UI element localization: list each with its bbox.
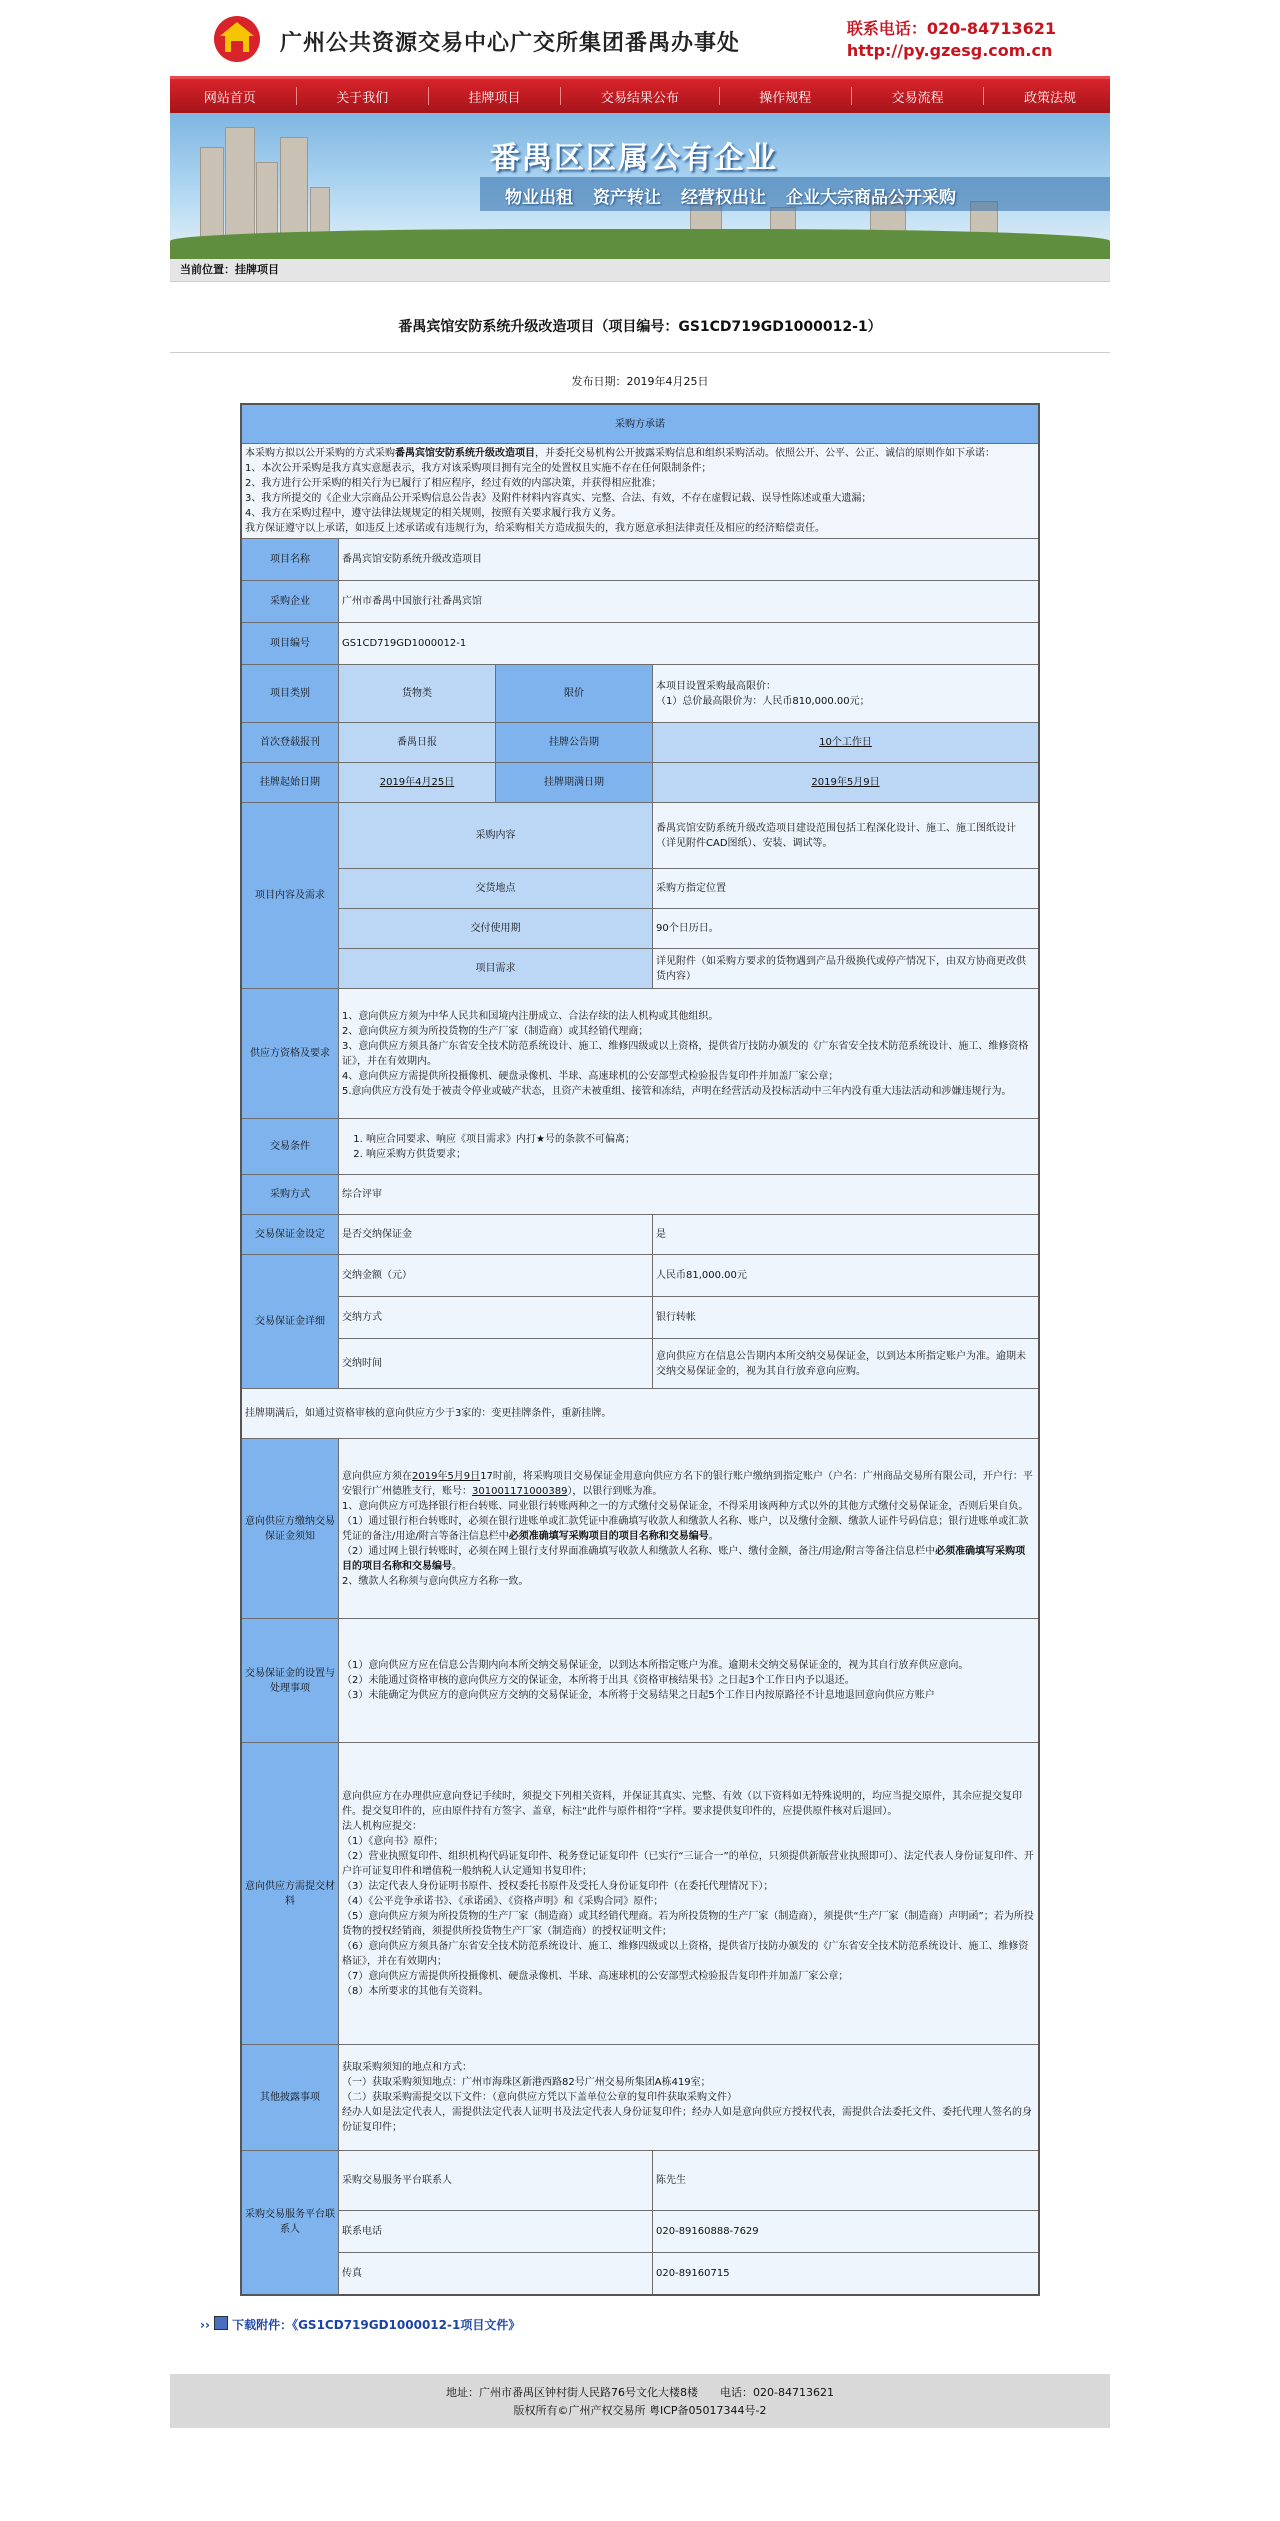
other-disclosure bbox=[339, 2045, 1040, 2151]
divider bbox=[170, 352, 1110, 353]
materials-line: （3）法定代表人身份证明书原件、授权委托书原件及受托人身份证复印件（在委托代理情况下）； bbox=[342, 1880, 774, 1892]
attachment-link[interactable] bbox=[200, 2316, 1110, 2334]
label-project-no: 项目编号 bbox=[241, 623, 339, 665]
deposit-notice-p1 bbox=[342, 1469, 1035, 1499]
deposit-notice-p5: 2、缴款人名称须与意向供应方名称一致。 bbox=[342, 1575, 529, 1587]
first-pub: 番禺日报 bbox=[339, 723, 496, 763]
text: 。 bbox=[452, 1560, 462, 1572]
content-value: 番禺宾馆安防系统升级改造项目建设范围包括工程深化设计、施工、施工图纸设计（详见附件CAD图纸）、安装、调试等。 bbox=[653, 803, 1040, 869]
logo-icon bbox=[210, 14, 264, 64]
nav-process[interactable]: 交易流程 bbox=[891, 90, 944, 106]
deposit-key: 交纳方式 bbox=[339, 1297, 653, 1339]
deposit-key: 交纳时间 bbox=[339, 1339, 653, 1389]
deposit-set-key: 是否交纳保证金 bbox=[339, 1215, 653, 1255]
deadline-date: 2019年5月9日 bbox=[412, 1470, 481, 1482]
promise-line: 1、本次公开采购是我方真实意愿表示，我方对该采购项目拥有完全的处置权且实施不存在任何限制条件； bbox=[245, 463, 712, 474]
category: 货物类 bbox=[339, 665, 496, 723]
start-date bbox=[339, 763, 496, 803]
deposit-notice-p2: 1、意向供应方可选择银行柜台转账、同业银行转账两种之一的方式缴付交易保证金，不得采用该两种方式以外的其他方式缴付交易保证金，否则后果自负。 bbox=[342, 1500, 1029, 1512]
period-value: 10个工作日 bbox=[819, 737, 872, 748]
promise-header: 采购方承诺 bbox=[241, 404, 1039, 444]
text: （2）通过网上银行转账时，必须在网上银行支付界面准确填写收款人和缴款人名称、账户、缴付金额，备注/用途/附言等备注信息栏中 bbox=[342, 1545, 936, 1557]
trade-cond-item: 2. 响应采购方供货要求； bbox=[366, 1147, 1035, 1162]
contact-value: 020-89160715 bbox=[653, 2253, 1040, 2295]
qualification-line: 4、意向供应方需提供所投摄像机、硬盘录像机、半球、高速球机的公安部型式检验报告复印件并加盖厂家公章； bbox=[342, 1070, 839, 1082]
label-first-pub: 首次登载报刊 bbox=[241, 723, 339, 763]
promise-line: 4、我方在采购过程中，遵守法律法规规定的相关规则，按照有关要求履行我方义务。 bbox=[245, 508, 622, 519]
site-title: 广州公共资源交易中心广交所集团番禺办事处 bbox=[280, 31, 741, 56]
account-number: 301001171000389 bbox=[472, 1485, 568, 1497]
promise-intro bbox=[245, 446, 1035, 461]
label-category: 项目类别 bbox=[241, 665, 339, 723]
label-purchaser: 采购企业 bbox=[241, 581, 339, 623]
other-line: 经办人如是法定代表人，需提供法定代表人证明书及法定代表人身份证复印件；经办人如是意向供应方授权代表，需提供合法委托文件、委托代理人签名的身份证复印件； bbox=[342, 2107, 1032, 2133]
banner-categories bbox=[505, 183, 956, 208]
qualification-line: 3、意向供应方须具备广东省安全技术防范系统设计、施工、维修四级或以上资格，提供省厅技防办颁发的《广东省安全技术防范系统设计、施工、维修资格证》，并在有效期内。 bbox=[342, 1040, 1029, 1067]
refund-line: （2）未能通过资格审核的意向供应方交的保证金，本所将于出具《资格审核结果书》之日起3个工作日内予以退还。 bbox=[342, 1675, 855, 1686]
deposit-refund bbox=[339, 1619, 1040, 1743]
label-materials: 意向供应方需提交材料 bbox=[241, 1743, 339, 2045]
text: （1）通过银行柜台转账时，必须在银行进账单或汇款凭证中准确填写收款人和缴款人名称、账户，以及缴付金额、缴款人证件号码信息；银行进账单或汇款凭证的备注/用途/附言等备注信息栏中 bbox=[342, 1515, 1029, 1542]
content-value: 采购方指定位置 bbox=[653, 869, 1040, 909]
trade-cond bbox=[339, 1119, 1040, 1175]
hotline: 联系电话：020-84713621 bbox=[846, 19, 1056, 38]
price-limit-line: （1）总价最高限价为：人民币810,000.00元； bbox=[656, 695, 870, 707]
promise-project-name: 番禺宾馆安防系统升级改造项目 bbox=[395, 448, 535, 459]
page bbox=[170, 0, 1110, 2334]
nav-listings[interactable]: 挂牌项目 bbox=[468, 90, 521, 106]
label-qualification: 供应方资格及要求 bbox=[241, 989, 339, 1119]
page-title: 番禺宾馆安防系统升级改造项目（项目编号：GS1CD719GD1000012-1） bbox=[398, 319, 882, 335]
banner-title: 番禺区区属公有企业 bbox=[490, 141, 778, 176]
promise-intro-post: ，并委托交易机构公开披露采购信息和组织采购活动。依照公开、公平、公正、诚信的原则作如下承诺： bbox=[535, 448, 995, 459]
nav-separator bbox=[296, 87, 297, 105]
end-date-value: 2019年5月9日 bbox=[811, 777, 880, 788]
deposit-notice-p3 bbox=[342, 1514, 1035, 1544]
text: ），以银行到账为准。 bbox=[567, 1485, 663, 1497]
qualification-line: 2、意向供应方须为所投货物的生产厂家（制造商）或其经销代理商； bbox=[342, 1025, 649, 1037]
start-date-value: 2019年4月25日 bbox=[379, 777, 455, 788]
materials-line: （1）《意向书》原件； bbox=[342, 1835, 444, 1847]
deposit-value: 意向供应方在信息公告期内本所交纳交易保证金，以到达本所指定账户为准。逾期未交纳交易保证金的，视为其自行放弃意向应购。 bbox=[653, 1339, 1040, 1389]
materials-line: （4）《公平竞争承诺书》、《承诺函》、《资格声明》和《采购合同》原件； bbox=[342, 1895, 664, 1907]
publish-date: 发布日期：2019年4月25日 bbox=[571, 375, 709, 388]
label-limit: 限价 bbox=[496, 665, 653, 723]
materials-line: （5）意向供应方须为所投货物的生产厂家（制造商）或其经销代理商。若为所投货物的生产厂家（制造商），须提供“生产厂家（制造商）声明函”；若为所投货物的授权经销商，须提供所投货物生产厂家（制造商）的授权证明文件； bbox=[342, 1910, 1034, 1937]
label-deposit-notice: 意向供应方缴纳交易保证金须知 bbox=[241, 1439, 339, 1619]
label-trade-way: 采购方式 bbox=[241, 1175, 339, 1215]
banner-item: 企业大宗商品公开采购 bbox=[786, 188, 956, 208]
qualification-line: 1、意向供应方须为中华人民共和国境内注册成立、合法存续的法人机构或其他组织。 bbox=[342, 1010, 719, 1022]
materials bbox=[339, 1743, 1040, 2045]
promise-line: 我方保证遵守以上承诺，如违反上述承诺或有违规行为，给采购相关方造成损失的，我方愿意承担法律责任及相应的经济赔偿责任。 bbox=[245, 523, 825, 534]
project-no: GS1CD719GD1000012-1 bbox=[339, 623, 1040, 665]
label-other: 其他披露事项 bbox=[241, 2045, 339, 2151]
label-period: 挂牌公告期 bbox=[496, 723, 653, 763]
contact-key: 传真 bbox=[339, 2253, 653, 2295]
label-deposit-refund: 交易保证金的设置与处理事项 bbox=[241, 1619, 339, 1743]
promise-line: 3、我方所提交的《企业大宗商品公开采购信息公告表》及附件材料内容真实、完整、合法、有效，不存在虚假记载、误导性陈述或重大遗漏； bbox=[245, 493, 872, 504]
expire-note: 挂牌期满后，如通过资格审核的意向供应方少于3家的：变更挂牌条件，重新挂牌。 bbox=[241, 1389, 1039, 1439]
deposit-value: 银行转帐 bbox=[653, 1297, 1040, 1339]
purchaser: 广州市番禺中国旅行社番禺宾馆 bbox=[339, 581, 1040, 623]
text-bold: 必须准确填写采购项目的项目名称和交易编号 bbox=[508, 1530, 709, 1542]
nav-separator bbox=[560, 87, 561, 105]
content-value: 90个日历日。 bbox=[653, 909, 1040, 949]
deposit-set-value: 是 bbox=[653, 1215, 1040, 1255]
deposit-key: 交纳金额（元） bbox=[339, 1255, 653, 1297]
nav-separator bbox=[851, 87, 852, 105]
footer bbox=[170, 2374, 1110, 2428]
materials-line: （8）本所要求的其他有关资料。 bbox=[342, 1985, 489, 1997]
attachment-label[interactable]: 下载附件：《GS1CD719GD1000012-1项目文件》 bbox=[232, 2317, 521, 2332]
label-start-date: 挂牌起始日期 bbox=[241, 763, 339, 803]
label-deposit-set: 交易保证金设定 bbox=[241, 1215, 339, 1255]
label-project-name: 项目名称 bbox=[241, 539, 339, 581]
nav-about[interactable]: 关于我们 bbox=[336, 90, 389, 106]
banner bbox=[170, 113, 1110, 259]
trade-cond-item: 1. 响应合同要求、响应《项目需求》内打★号的条款不可偏离； bbox=[366, 1132, 1035, 1147]
qualification-line: 5.意向供应方没有处于被责令停业或破产状态，且资产未被重组、接管和冻结，声明在经营活动及投标活动中三年内没有重大违法活动和涉嫌违规行为。 bbox=[342, 1085, 1012, 1097]
banner-item: 经营权出让 bbox=[681, 188, 766, 208]
contact-key: 联系电话 bbox=[339, 2211, 653, 2253]
refund-line: （1）意向供应方应在信息公告期内向本所交纳交易保证金，以到达本所指定账户为准。逾期未交纳交易保证金的，视为其自行放弃供应意向。 bbox=[342, 1660, 969, 1671]
project-name: 番禺宾馆安防系统升级改造项目 bbox=[339, 539, 1040, 581]
label-deposit-detail: 交易保证金详细 bbox=[241, 1255, 339, 1389]
qualification bbox=[339, 989, 1040, 1119]
text-bold: 必须准确填写采购项目的项目名称和交易编号 bbox=[342, 1545, 1026, 1572]
main-nav bbox=[170, 76, 1110, 113]
promise-line: 2、我方进行公开采购的相关行为已履行了相应程序，经过有效的内部决策，并获得相应批准； bbox=[245, 478, 662, 489]
contact-value: 陈先生 bbox=[653, 2151, 1040, 2211]
banner-item: 物业出租 bbox=[505, 188, 573, 208]
content-key: 交付使用期 bbox=[339, 909, 653, 949]
contact-value: 020-89160888-7629 bbox=[653, 2211, 1040, 2253]
nav-separator bbox=[719, 87, 720, 105]
disk-icon bbox=[214, 2316, 228, 2330]
other-line: （一）获取采购须知地点：广州市海珠区新港西路82号广州交易所集团A栋419室； bbox=[342, 2077, 711, 2088]
trade-way: 综合评审 bbox=[339, 1175, 1040, 1215]
content-key: 交货地点 bbox=[339, 869, 653, 909]
content-key: 项目需求 bbox=[339, 949, 653, 989]
materials-line: 法人机构应提交： bbox=[342, 1820, 422, 1832]
refund-line: （3）未能确定为供应方的意向供应方交纳的交易保证金，本所将于交易结果之日起5个工作日内按原路径不计息地退回意向供应方账户 bbox=[342, 1690, 935, 1701]
text: 17时前，将采购项目交易保证金用意向供应方名下的银行账户缴纳到指定账户（户名：广州商品交易所有限公司，开户行：平安银行广州德胜支行，账号： bbox=[342, 1470, 1033, 1497]
nav-policy[interactable]: 政策法规 bbox=[1023, 90, 1076, 106]
price-limit-line: 本项目设置采购最高限价： bbox=[656, 680, 776, 692]
contact-info bbox=[847, 18, 1056, 62]
label-end-date: 挂牌期满日期 bbox=[496, 763, 653, 803]
text: 意向供应方须在 bbox=[342, 1470, 412, 1482]
banner-item: 资产转让 bbox=[593, 188, 661, 208]
banner-trees bbox=[170, 229, 1110, 259]
label-trade-cond: 交易条件 bbox=[241, 1119, 339, 1175]
end-date bbox=[653, 763, 1040, 803]
project-table bbox=[240, 403, 1040, 2296]
deposit-value: 人民币81,000.00元 bbox=[653, 1255, 1040, 1297]
attachment-prefix: ›› bbox=[200, 2317, 215, 2332]
price-limit bbox=[653, 665, 1040, 723]
materials-line: （2）营业执照复印件、组织机构代码证复印件、税务登记证复印件（已实行“三证合一”的单位，只须提供新版营业执照即可）、法定代表人身份证复印件、开户许可证复印件和增值税一般纳税人认定通知书复印件； bbox=[342, 1850, 1034, 1877]
other-line: 获取采购须知的地点和方式： bbox=[342, 2062, 472, 2073]
label-content: 项目内容及需求 bbox=[241, 803, 339, 989]
deposit-notice-p4 bbox=[342, 1544, 1035, 1574]
nav-home[interactable]: 网站首页 bbox=[203, 90, 256, 106]
text: 。 bbox=[708, 1530, 719, 1542]
header bbox=[170, 0, 1110, 76]
nav-separator bbox=[428, 87, 429, 105]
materials-line: （7）意向供应方需提供所投摄像机、硬盘录像机、半球、高速球机的公安部型式检验报告复印件并加盖厂家公章； bbox=[342, 1970, 849, 1982]
materials-line: 意向供应方在办理供应意向登记手续时，须提交下列相关资料，并保证其真实、完整、有效（以下资料如无特殊说明的，均应当提交原件，其余应提交复印件。提交复印件的，应由原件持有方签字、盖章，标注“此件与原件相符”字样。要求提供复印件的，应提供原件核对后退回）。 bbox=[342, 1790, 1022, 1817]
nav-procedures[interactable]: 操作规程 bbox=[759, 90, 812, 106]
website-link[interactable]: http://py.gzesg.com.cn bbox=[846, 41, 1053, 60]
promise-text bbox=[241, 444, 1039, 539]
contact-key: 采购交易服务平台联系人 bbox=[339, 2151, 653, 2211]
label-contact: 采购交易服务平台联系人 bbox=[241, 2151, 339, 2295]
breadcrumb: 当前位置：挂牌项目 bbox=[170, 259, 1110, 282]
deposit-notice bbox=[339, 1439, 1040, 1619]
other-line: （二）获取采购需提交以下文件：（意向供应方凭以下盖单位公章的复印件获取采购文件） bbox=[342, 2092, 737, 2103]
nav-separator bbox=[983, 87, 984, 105]
content-key: 采购内容 bbox=[339, 803, 653, 869]
nav-results[interactable]: 交易结果公布 bbox=[600, 90, 679, 106]
materials-line: （6）意向供应方须具备广东省安全技术防范系统设计、施工、维修四级或以上资格，提供省厅技防办颁发的《广东省安全技术防范系统设计、施工、维修资格证》，并在有效期内； bbox=[342, 1940, 1029, 1967]
content-value: 详见附件（如采购方要求的货物遇到产品升级换代或停产情况下，由双方协商更改供货内容） bbox=[653, 949, 1040, 989]
footer-address: 地址：广州市番禺区钟村街人民路76号文化大楼8楼 电话：020-84713621 bbox=[446, 2385, 834, 2399]
promise-intro-pre: 本采购方拟以公开采购的方式采购 bbox=[245, 448, 395, 459]
period bbox=[653, 723, 1040, 763]
footer-copyright: 版权所有©广州产权交易所 粤ICP备05017344号-2 bbox=[513, 2403, 767, 2417]
